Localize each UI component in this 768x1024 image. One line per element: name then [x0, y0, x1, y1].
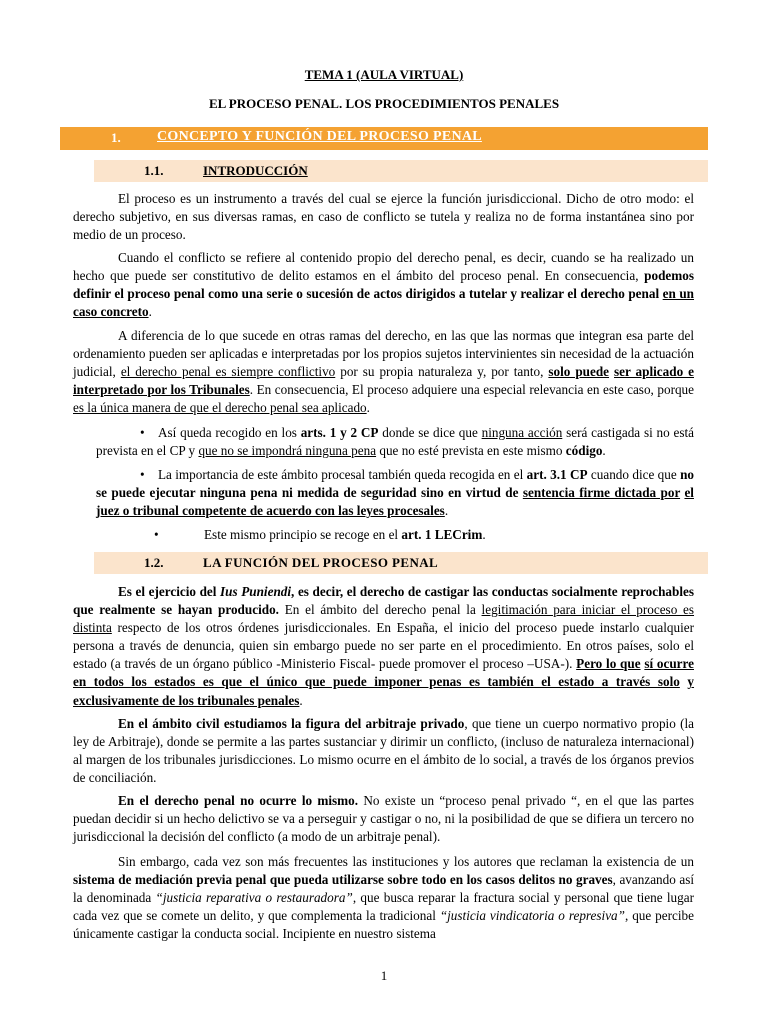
paragraph-1: El proceso es un instrumento a través del cual se ejerce la función jurisdiccional. Dicho de otro modo: el derecho subjetivo, en sus diversas ramas, en caso de conflicto se tutela y realiza no de forma instantánea sino por medio de un proceso. [73, 191, 694, 243]
subsection-1-1-title: INTRODUCCIÓN [203, 163, 308, 178]
subsection-1-2-heading [94, 552, 708, 574]
paragraph-3: A diferencia de lo que sucede en otras ramas del derecho, en las que las normas que integran esa parte del ordenamiento pueden ser aplicadas e interpretadas por los propios sujetos intervinientes sin necesidad de la actuación judicial, el derecho penal es siempre conflictivo por su propia naturaleza y, por tanto, solo puede ser aplicado e interpretado por los Tribunales. En consecuencia, El proceso adquiere una especial relevancia en este caso, porque es la única manera de que el derecho penal sea aplicado. [73, 328, 695, 416]
bullet-item-lecrim: • Este mismo principio se recoge en el art. 1 LECrim. [96, 526, 694, 544]
bullet-icon: • [154, 527, 159, 542]
bullet-item-arts-1-2: • Así queda recogido en los arts. 1 y 2 CP donde se dice que ninguna acción será castigada si no está prevista en el CP y que no se impondrá ninguna pena que no esté prevista en este mismo código. [96, 425, 694, 459]
document-subtitle: EL PROCESO PENAL. LOS PROCEDIMIENTOS PENALES [208, 96, 560, 111]
section-1-heading [60, 127, 708, 150]
bullet-icon: • [140, 425, 145, 440]
paragraph-6: En el derecho penal no ocurre lo mismo. No existe un “proceso penal privado “, en el que las partes puedan decidir si un hecho delictivo se va a perseguir y castigar o no, ni la posibilidad de que se difiera un tercero no jurisdiccional la decisión del conflicto (a modo de un arbitraje penal). [73, 793, 694, 845]
paragraph-4: Es el ejercicio del Ius Puniendi, es decir, el derecho de castigar las conductas socialmente reprochables que realmente se hayan producido. En el ámbito del derecho penal la legitimación para iniciar el proceso es distinta respecto de los otros órdenes jurisdiccionales. En España, el inicio del proceso puede instarlo cualquier persona a través de denuncia, quien sin embargo puede no ser parte en el procedimiento. En otros países, solo el estado (a través de un órgano público -Ministerio Fiscal- puede promover el proceso –USA-). Pero lo que sí ocurre en todos los estados es que el único que puede imponer penas es también el estado a través solo y exclusivamente de los tribunales penales. [73, 584, 695, 708]
bullet-icon: • [140, 467, 145, 482]
paragraph-5: En el ámbito civil estudiamos la figura del arbitraje privado, que tiene un cuerpo normativo propio (la ley de Arbitraje), donde se permite a las partes sustanciar y dirimir un conflicto, (incluso de naturaleza internacional) al margen de los tribunales jurisdicciones. Lo mismo ocurre en el ámbito de lo social, a través de los órganos previos de conciliación. [73, 716, 695, 786]
paragraph-2: Cuando el conflicto se refiere al contenido propio del derecho penal, es decir, cuando se ha realizado un hecho que puede ser constitutivo de delito estamos en el ámbito del proceso penal. En consecuencia, podemos definir el proceso penal como una serie o sucesión de actos dirigidos a tutelar y realizar el derecho penal en un caso concreto. [73, 250, 695, 320]
document-title: TEMA 1 (AULA VIRTUAL) [304, 67, 464, 82]
paragraph-7: Sin embargo, cada vez son más frecuentes las instituciones y los autores que reclaman la existencia de un sistema de mediación previa penal que pueda utilizarse sobre todo en los casos delitos no graves, avanzando así la denominada “justicia reparativa o restauradora”, que busca reparar la fractura social y personal que tiene lugar cada vez que se comete un delito, y que complementa la tradicional “justicia vindicatoria o represiva”, que percibe únicamente castigar la conducta social. Incipiente en nuestro sistema [73, 854, 695, 942]
section-1-title: CONCEPTO Y FUNCIÓN DEL PROCESO PENAL [157, 129, 482, 144]
subsection-1-2-title: LA FUNCIÓN DEL PROCESO PENAL [203, 555, 439, 570]
subsection-1-2-number: 1.2. [144, 555, 164, 570]
page-number: 1 [380, 968, 388, 983]
bullet-item-art-3-1: • La importancia de este ámbito procesal también queda recogida en el art. 3.1 CP cuando dice que no se puede ejecutar ninguna pena ni medida de seguridad sino en virtud de sentencia firme dictada por el juez o tribunal competente de acuerdo con las leyes procesales. [96, 467, 695, 519]
subsection-1-1-heading [94, 160, 708, 182]
section-1-number: 1. [111, 130, 121, 145]
subsection-1-1-number: 1.1. [144, 163, 164, 178]
